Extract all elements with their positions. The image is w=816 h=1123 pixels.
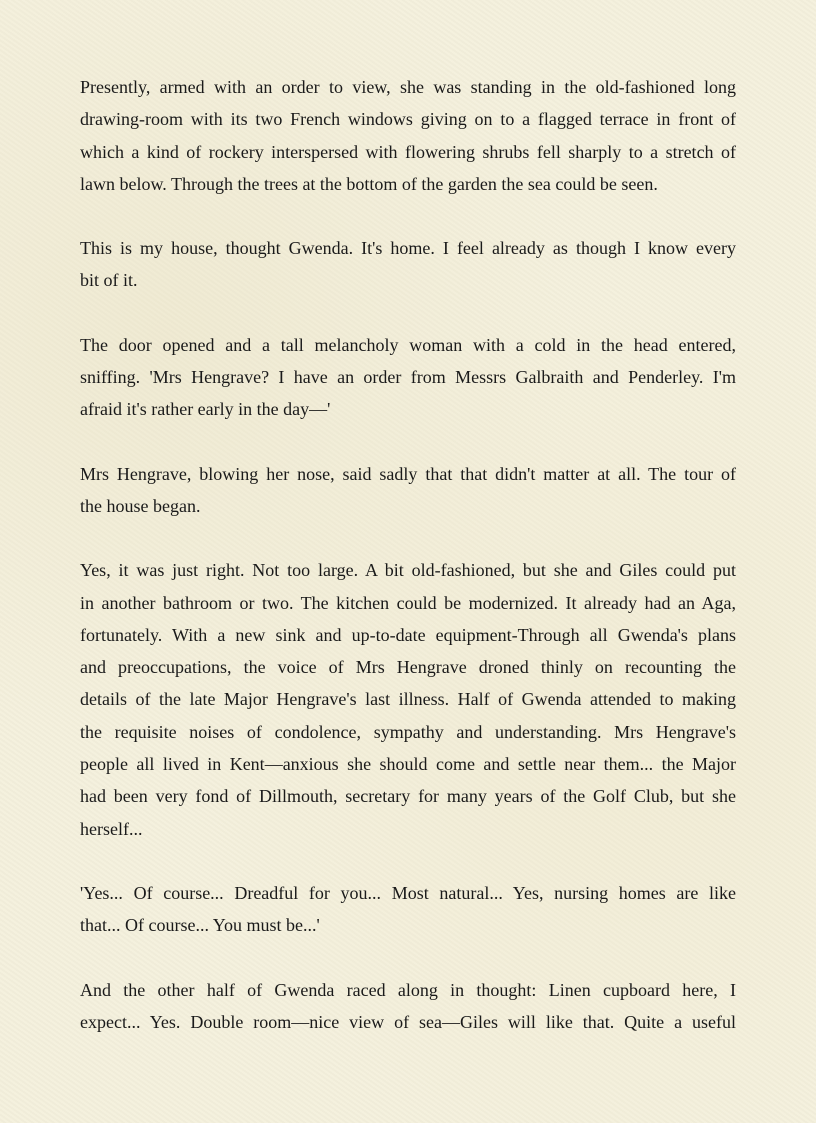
text-line: Yes, it was just right. Not too large. A bit old-fashioned, but she and Giles could put	[80, 560, 736, 581]
text-line: And the other half of Gwenda raced along in thought: Linen cupboard here, I	[80, 979, 736, 1000]
text-line: This is my house, thought Gwenda. It's home. I feel already as though I know every	[80, 238, 736, 259]
text-line: people all lived in Kent—anxious she should come and settle near them... the Major	[80, 754, 736, 775]
text-line: had been very fond of Dillmouth, secretary for many years of the Golf Club, but she	[80, 786, 736, 807]
text-line: the requisite noises of condolence, sympathy and understanding. Mrs Hengrave's	[80, 721, 736, 742]
text-line: expect... Yes. Double room—nice view of sea—Giles will like that. Quite a useful	[80, 1011, 736, 1032]
text-line: The door opened and a tall melancholy woman with a cold in the head entered,	[80, 334, 736, 355]
paragraph-other-half	[80, 974, 736, 1039]
text-line: 'Yes... Of course... Dreadful for you... Most natural... Yes, nursing homes are like	[80, 882, 736, 903]
text-line: fortunately. With a new sink and up-to-date equipment-Through all Gwenda's plans	[80, 624, 736, 645]
paragraph-condolence-dialogue	[80, 877, 736, 942]
text-line: the house began.	[80, 495, 201, 516]
text-line: Presently, armed with an order to view, she was standing in the old-fashioned long	[80, 77, 736, 97]
paragraph-tour-began	[80, 458, 736, 523]
text-line: in another bathroom or two. The kitchen could be modernized. It already had an Aga,	[80, 592, 736, 613]
text-line: herself...	[80, 818, 143, 839]
text-line: which a kind of rockery interspersed with flowering shrubs fell sharply to a stretch of	[80, 141, 736, 162]
paragraph-just-right	[80, 554, 736, 845]
text-line: bit of it.	[80, 270, 138, 291]
paragraph-door-opened	[80, 329, 736, 426]
text-line: details of the late Major Hengrave's last illness. Half of Gwenda attended to making	[80, 689, 736, 710]
text-line: sniffing. 'Mrs Hengrave? I have an order from Messrs Galbraith and Penderley. I'm	[80, 367, 736, 388]
text-line: that... Of course... You must be...'	[80, 915, 320, 936]
paragraph-my-house	[80, 232, 736, 297]
text-line: and preoccupations, the voice of Mrs Hengrave droned thinly on recounting the	[80, 657, 736, 678]
paragraph-viewing-house	[80, 71, 736, 200]
text-line: lawn below. Through the trees at the bottom of the garden the sea could be seen.	[80, 173, 658, 194]
text-line: drawing-room with its two French windows giving on to a flagged terrace in front of	[80, 109, 736, 130]
text-line: Mrs Hengrave, blowing her nose, said sadly that that didn't matter at all. The tour of	[80, 463, 736, 484]
text-line: afraid it's rather early in the day—'	[80, 399, 331, 420]
